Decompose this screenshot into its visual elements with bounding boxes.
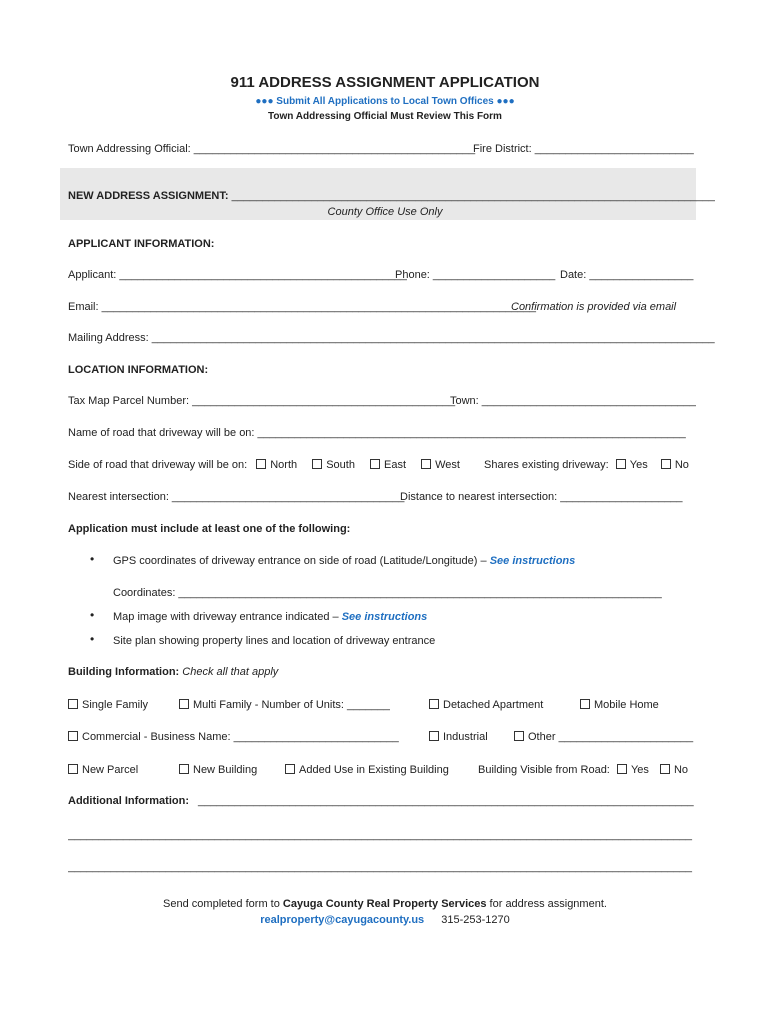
requirements-heading: Application must include at least one of the following: bbox=[68, 523, 351, 535]
shares-no-checkbox[interactable] bbox=[661, 459, 689, 471]
checkbox-icon bbox=[285, 764, 295, 774]
footer-send-note bbox=[0, 897, 770, 911]
footer-org: Cayuga County Real Property Services bbox=[282, 898, 487, 910]
south-checkbox[interactable] bbox=[312, 459, 355, 471]
north-checkbox[interactable] bbox=[256, 459, 297, 471]
yes-label: Yes bbox=[629, 459, 648, 471]
footer-send-prefix: Send completed form to bbox=[163, 898, 280, 910]
map-instructions-link[interactable]: See instructions bbox=[341, 611, 428, 623]
new-address-field[interactable] bbox=[68, 189, 715, 203]
nearest-intersection-field[interactable]: Nearest intersection: ______________________________________ bbox=[68, 491, 405, 503]
phone-field[interactable]: Phone: ____________________ bbox=[395, 269, 556, 281]
single-family-label: Single Family bbox=[82, 699, 149, 711]
checkbox-icon bbox=[429, 731, 439, 741]
applicant-field[interactable]: Applicant: _______________________________________________ bbox=[68, 269, 407, 281]
checkbox-icon bbox=[179, 699, 189, 709]
town-field[interactable]: Town: ___________________________________ bbox=[450, 395, 696, 407]
fire-district-field[interactable]: Fire District: __________________________ bbox=[473, 143, 694, 155]
commercial-label: Commercial - Business Name: ___________________________ bbox=[82, 731, 399, 743]
visible-from-road-row bbox=[478, 763, 688, 777]
review-note: Town Addressing Official Must Review This Form bbox=[268, 111, 502, 122]
checkbox-icon bbox=[429, 699, 439, 709]
mobile-home-label: Mobile Home bbox=[594, 699, 659, 711]
building-heading-note: Check all that apply bbox=[182, 666, 279, 678]
coordinates-field[interactable]: Coordinates: _______________________________________________________________________________ bbox=[113, 587, 662, 599]
new-building-checkbox[interactable] bbox=[179, 763, 257, 777]
west-checkbox[interactable] bbox=[421, 459, 460, 471]
road-name-field[interactable]: Name of road that driveway will be on: ______________________________________________________________________ bbox=[68, 427, 686, 439]
checkbox-icon bbox=[370, 459, 380, 469]
new-parcel-checkbox[interactable] bbox=[68, 763, 138, 777]
checkbox-icon bbox=[617, 764, 627, 774]
shares-yes-checkbox[interactable] bbox=[616, 459, 648, 471]
checkbox-icon bbox=[312, 459, 322, 469]
footer-phone: 315-253-1270 bbox=[441, 914, 510, 926]
south-label: South bbox=[326, 459, 355, 471]
new-address-label: NEW ADDRESS ASSIGNMENT: bbox=[68, 190, 229, 202]
map-text: Map image with driveway entrance indicated – bbox=[113, 611, 339, 623]
additional-info-line-2[interactable]: ______________________________________________________________________________________________________ bbox=[68, 829, 693, 841]
tax-map-field[interactable]: Tax Map Parcel Number: ___________________________________________ bbox=[68, 395, 456, 407]
gps-item bbox=[113, 554, 575, 568]
gps-text: GPS coordinates of driveway entrance on side of road (Latitude/Longitude) – bbox=[113, 555, 487, 567]
checkbox-icon bbox=[179, 764, 189, 774]
industrial-label: Industrial bbox=[443, 731, 488, 743]
footer-send-suffix: for address assignment. bbox=[489, 898, 607, 910]
single-family-checkbox[interactable] bbox=[68, 698, 148, 712]
checkbox-icon bbox=[661, 459, 671, 469]
checkbox-icon bbox=[256, 459, 266, 469]
new-address-line: _______________________________________________________________________________ bbox=[231, 190, 715, 202]
visible-no-checkbox[interactable] bbox=[660, 764, 688, 776]
new-building-label: New Building bbox=[193, 764, 258, 776]
other-checkbox[interactable] bbox=[514, 730, 693, 744]
checkbox-icon bbox=[68, 731, 78, 741]
shares-driveway-row bbox=[484, 458, 689, 472]
building-heading-row bbox=[68, 665, 278, 679]
email-field[interactable]: Email: _______________________________________________________________________ bbox=[68, 301, 536, 313]
checkbox-icon bbox=[68, 699, 78, 709]
yes-label: Yes bbox=[630, 764, 649, 776]
west-label: West bbox=[435, 459, 460, 471]
industrial-checkbox[interactable] bbox=[429, 730, 488, 744]
additional-info-line: _________________________________________________________________________________ bbox=[198, 795, 694, 807]
bullet-icon: • bbox=[90, 632, 95, 646]
checkbox-icon bbox=[421, 459, 431, 469]
bullet-icon: • bbox=[90, 608, 95, 622]
added-use-label: Added Use in Existing Building bbox=[299, 764, 449, 776]
no-label: No bbox=[674, 459, 689, 471]
office-use-note: County Office Use Only bbox=[327, 206, 443, 218]
footer-email-link[interactable]: realproperty@cayugacounty.us bbox=[260, 914, 425, 926]
additional-info-label: Additional Information: bbox=[68, 795, 189, 807]
east-checkbox[interactable] bbox=[370, 459, 406, 471]
form-title: 911 ADDRESS ASSIGNMENT APPLICATION bbox=[230, 74, 540, 91]
shares-driveway-label: Shares existing driveway: bbox=[484, 459, 609, 471]
checkbox-icon bbox=[660, 764, 670, 774]
confirmation-note: Confirmation is provided via email bbox=[511, 301, 677, 313]
town-official-field[interactable]: Town Addressing Official: ______________________________________________ bbox=[68, 143, 476, 155]
footer-contact bbox=[0, 913, 770, 927]
multi-family-checkbox[interactable] bbox=[179, 698, 390, 712]
gps-instructions-link[interactable]: See instructions bbox=[489, 555, 576, 567]
detached-apartment-checkbox[interactable] bbox=[429, 698, 543, 712]
additional-info-field[interactable] bbox=[68, 794, 694, 808]
visible-yes-checkbox[interactable] bbox=[617, 764, 649, 776]
side-of-road-row bbox=[68, 458, 460, 472]
commercial-checkbox[interactable] bbox=[68, 730, 399, 744]
distance-field[interactable]: Distance to nearest intersection: ____________________ bbox=[400, 491, 683, 503]
checkbox-icon bbox=[68, 764, 78, 774]
north-label: North bbox=[270, 459, 298, 471]
map-item bbox=[113, 610, 427, 624]
additional-info-line-3[interactable]: ______________________________________________________________________________________________________ bbox=[68, 861, 693, 873]
building-heading: Building Information: bbox=[68, 666, 180, 678]
site-plan-item: Site plan showing property lines and location of driveway entrance bbox=[113, 635, 436, 647]
visible-from-road-label: Building Visible from Road: bbox=[478, 764, 610, 776]
bullet-icon: • bbox=[90, 552, 95, 566]
east-label: East bbox=[384, 459, 407, 471]
no-label: No bbox=[673, 764, 689, 776]
added-use-checkbox[interactable] bbox=[285, 763, 449, 777]
form-subtitle: ●●● Submit All Applications to Local Town Offices ●●● bbox=[255, 96, 515, 107]
side-of-road-label: Side of road that driveway will be on: bbox=[68, 459, 248, 471]
mobile-home-checkbox[interactable] bbox=[580, 698, 659, 712]
new-parcel-label: New Parcel bbox=[82, 764, 139, 776]
other-label: Other ______________________ bbox=[528, 731, 694, 743]
applicant-heading: APPLICANT INFORMATION: bbox=[68, 238, 215, 250]
detached-apartment-label: Detached Apartment bbox=[443, 699, 544, 711]
checkbox-icon bbox=[514, 731, 524, 741]
date-field[interactable]: Date: _________________ bbox=[560, 269, 694, 281]
location-heading: LOCATION INFORMATION: bbox=[68, 364, 209, 376]
checkbox-icon bbox=[616, 459, 626, 469]
mailing-address-field[interactable]: Mailing Address: ____________________________________________________________________________________________ bbox=[68, 332, 715, 344]
checkbox-icon bbox=[580, 699, 590, 709]
multi-family-label: Multi Family - Number of Units: _______ bbox=[193, 699, 390, 711]
